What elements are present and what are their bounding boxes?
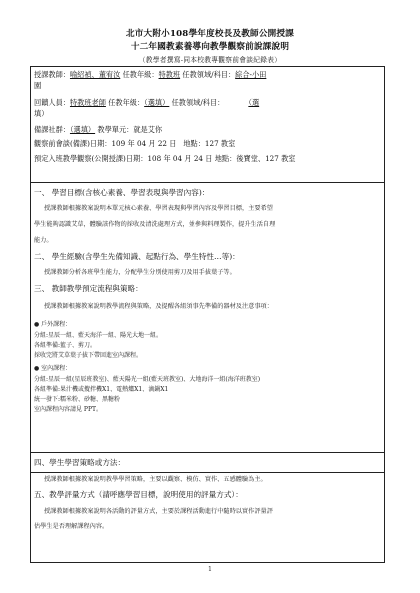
observe-date: 108 年 04 月 24 日 xyxy=(147,154,213,163)
teacher-value: 喻紹禎、董宥汝 xyxy=(69,70,121,79)
pre-meeting-date: 109 年 04 月 22 日 xyxy=(111,139,177,148)
subject-label: 任教領域/科目： xyxy=(182,70,236,79)
unit-value: 就是艾你 xyxy=(133,125,163,134)
section-1-body-line2: 學生能夠認識艾草，體驗該作物的採收及清洗處理方式，並參與料理製作，提升生活自理 xyxy=(34,221,276,228)
section-3-body: 授課教師根據教案說明教學流程與策略，及提醒各組須事先準備的器材及注意事項： xyxy=(44,303,273,310)
pre-meeting-place: 127 教室 xyxy=(204,139,236,148)
indoor-line-2: 各組準備:果汁機或攪拌機X1、電熱爐X1、滴鍋X1 xyxy=(34,386,169,393)
document-title-line2: 十二年國教素養導向教學觀察前說課說明 xyxy=(130,42,290,52)
observer-subject-label: 任教領域/科目： xyxy=(171,98,225,107)
section-1-body-line3: 能力。 xyxy=(34,237,53,244)
section-3-title: 三、 教師教學預定流程與策略： xyxy=(34,284,143,293)
outdoor-line-3: 採收完將艾草葉子拔下帶回進室內課程。 xyxy=(34,352,143,359)
pre-meeting-row xyxy=(34,138,235,149)
table-divider xyxy=(30,452,385,453)
teacher-row xyxy=(34,69,266,80)
unit-label: 教學單元： xyxy=(97,125,134,134)
observer-subject-value: （選 xyxy=(248,98,260,107)
observer-grade-value: （選填） xyxy=(144,98,170,107)
observer-grade-label: 任教年級： xyxy=(108,98,145,107)
indoor-line-3: 統一發下:糯米粉、砂糖、黑糖粉 xyxy=(34,396,121,403)
observe-label: 預定入班教學觀察(公開授課)日期： xyxy=(34,154,148,163)
section-5-title: 五、教學評量方式（請呼應學習目標，說明使用的評量方式）： xyxy=(34,490,243,499)
indoor-line-4: 室內課程內容請見 PPT。 xyxy=(34,406,102,413)
grade-label: 任教年級： xyxy=(122,70,159,79)
observer-value: 特教班老師 xyxy=(69,98,106,107)
document-title-line1: 北市大附小108學年度校長及教師公開授課 xyxy=(125,29,295,39)
outdoor-line-2: 各組準備:籃子、剪刀。 xyxy=(34,342,97,349)
pre-meeting-label: 觀察前會談(備課)日期： xyxy=(34,139,112,148)
section-2-body: 授課教師分析各班學生能力，分配學生分別使用剪刀及用手拔葉子等。 xyxy=(44,269,236,276)
grade-value: 特教班 xyxy=(158,70,181,79)
subject-value: 綜合-小田 xyxy=(235,70,267,79)
indoor-line-1: 分組:星辰一組(星辰班教室)、藍天陽光一組(藍天班教室)、大地海洋一組(海洋班教室) xyxy=(34,376,261,383)
community-value: （選填） xyxy=(69,125,96,134)
observer-subject-continuation: 填） xyxy=(34,109,49,118)
community-label: 備課社群： xyxy=(34,125,70,134)
section-2-title: 二、 學生經驗(含學生先備知識、起點行為、學生特性…等)： xyxy=(34,252,240,261)
section-5-body-line2: 估學生是否理解課程內容。 xyxy=(34,523,109,530)
outdoor-line-1: 分組:星辰一組、藍天海洋一組、陽光大地一組。 xyxy=(34,332,163,339)
community-row xyxy=(34,124,162,135)
observer-label: 回饋人員： xyxy=(34,98,70,107)
table-divider xyxy=(30,182,385,183)
document-subtitle: （教學者撰寫-同本校教專觀察前會談紀錄表） xyxy=(138,56,282,64)
observe-place-label: 地點： xyxy=(214,154,237,163)
indoor-title: ● 室內課程： xyxy=(34,365,72,372)
observer-row xyxy=(34,97,259,108)
pre-meeting-place-label: 地點： xyxy=(183,139,205,148)
teacher-label: 授課教師： xyxy=(34,70,70,79)
section-4-title: 四、學生學習策略或方法： xyxy=(34,458,126,467)
observe-place: 後寶堂、127 教室 xyxy=(236,154,296,163)
outdoor-title: ● 戶外課程： xyxy=(34,321,72,328)
section-1-title: 一、 學習目標(含核心素養、學習表現與學習內容)： xyxy=(34,188,210,197)
section-1-body-line1: 授課教師根據教案說明本單元核心素養、學習表現與學習內容及學習目標，主要希望 xyxy=(44,205,273,212)
subject-continuation: 園 xyxy=(34,81,42,90)
section-5-body-line1: 授課教師根據教案說明各活動的評量方式，主要於課程活動進行中隨時以實作評量評 xyxy=(44,508,273,515)
section-4-body: 授課教師根據教案說明教學學習策略，主要以觀察、模仿、實作、五感體驗為主。 xyxy=(44,476,267,483)
table-divider xyxy=(30,472,385,473)
page-number: 1 xyxy=(208,566,212,573)
observe-row xyxy=(34,153,295,164)
